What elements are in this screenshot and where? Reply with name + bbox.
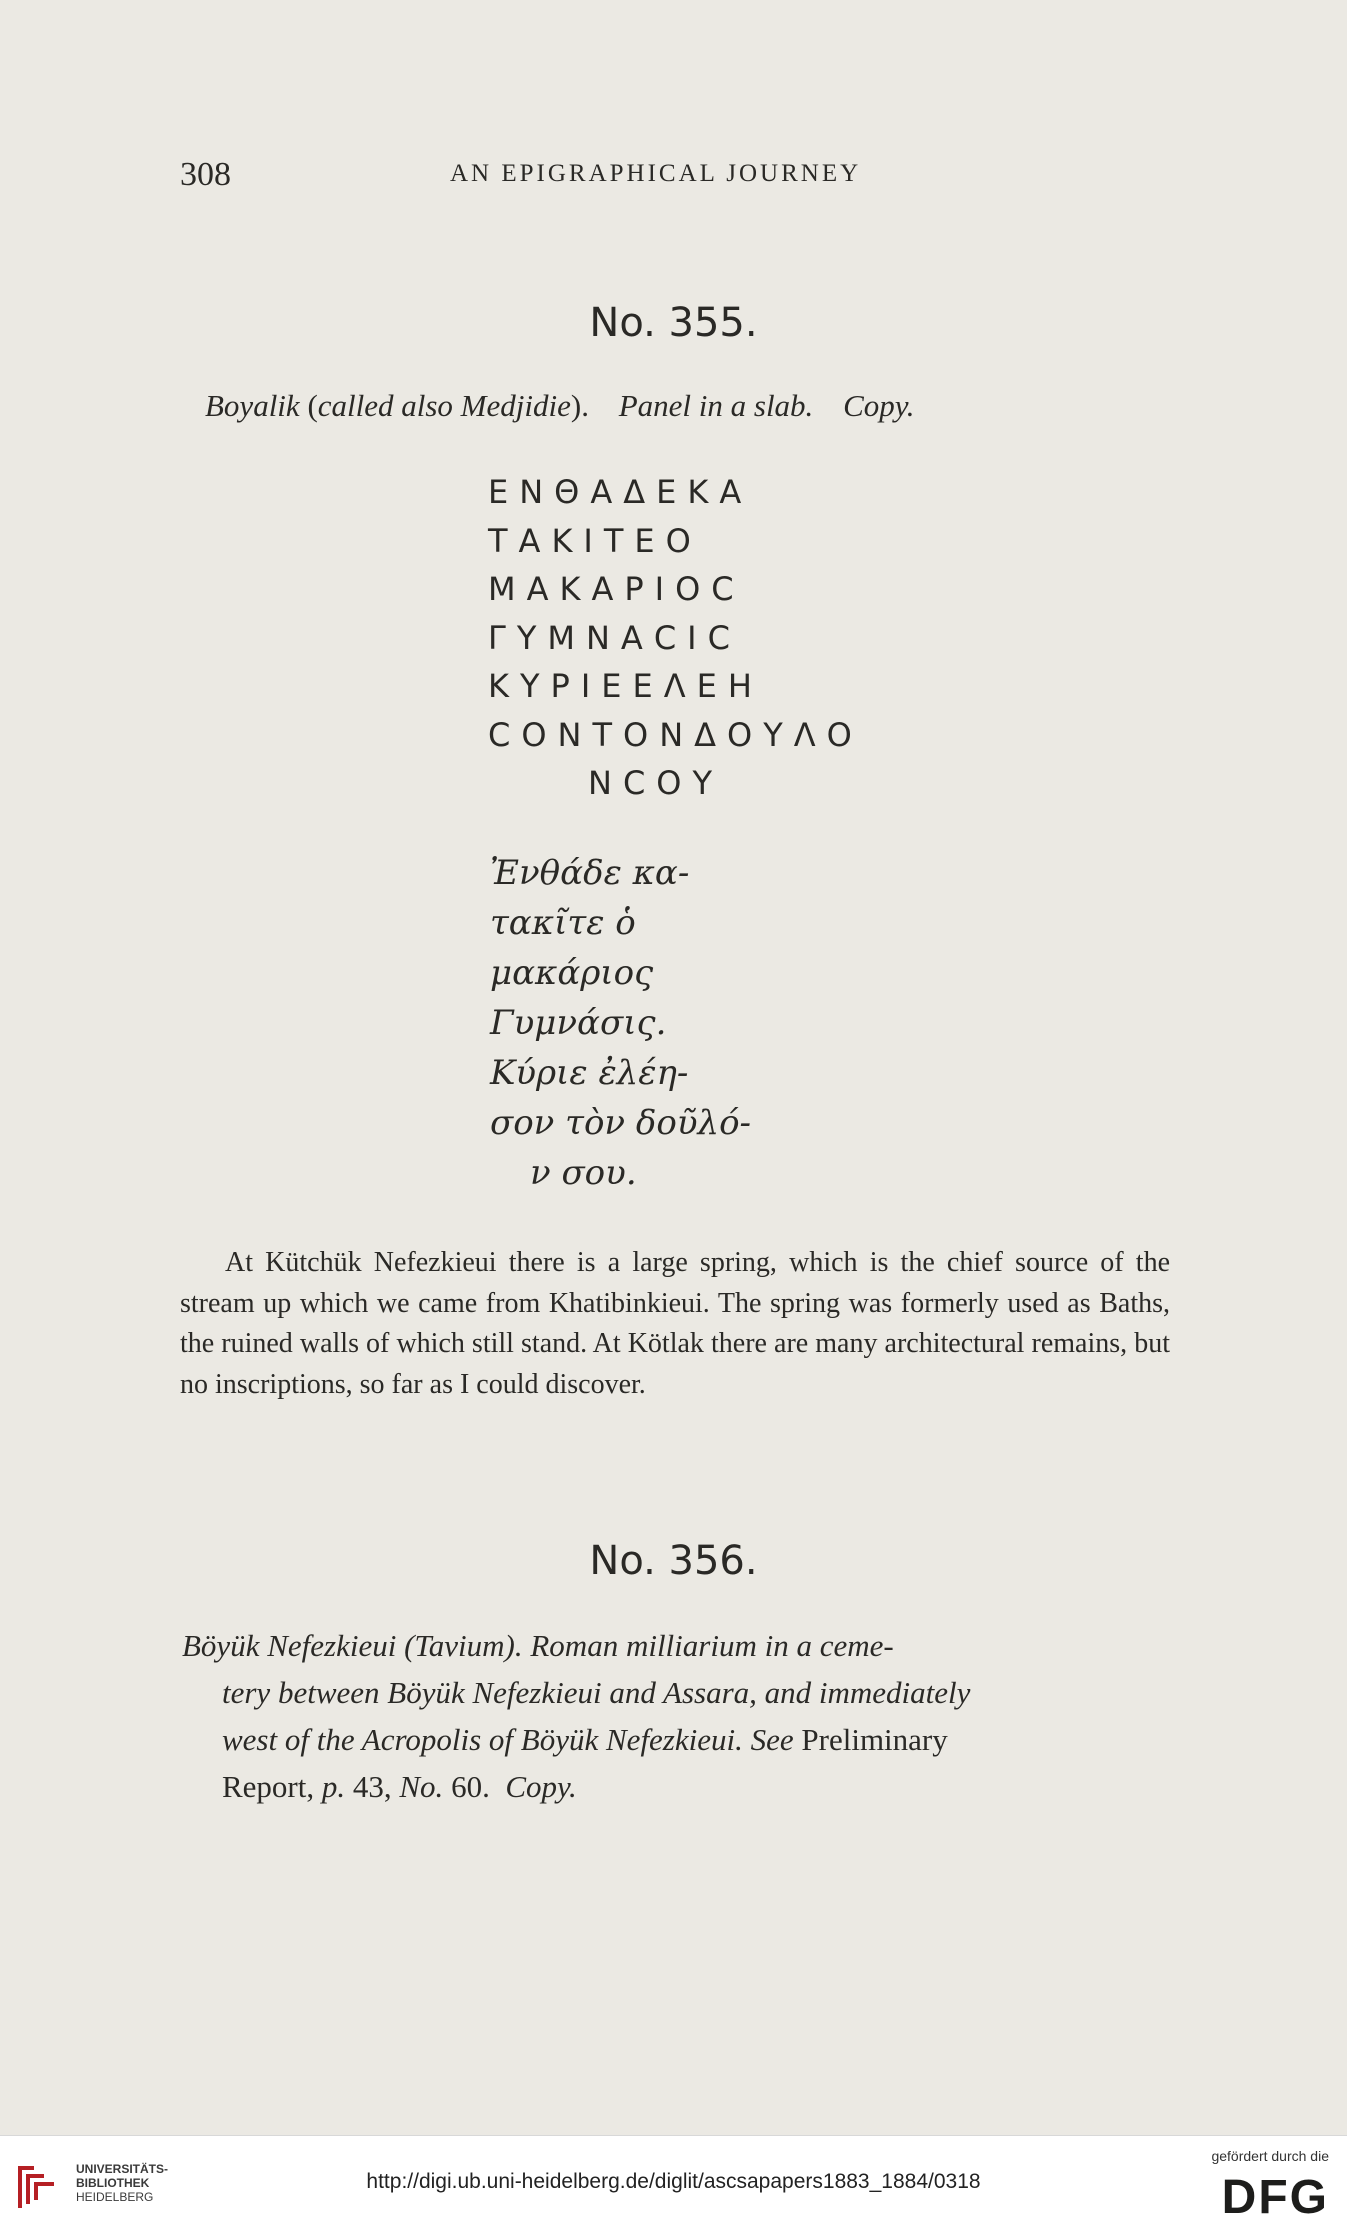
inscription-caption-356 <box>182 1622 1172 1810</box>
greek-line: ν σου. <box>530 1153 637 1193</box>
caption-line: Report, p. 43, No. 60. Copy. <box>222 1769 577 1804</box>
uncial-line: ΜΑΚΑΡΙΟϹ <box>488 570 745 608</box>
greek-line: Ἐνθάδε κα- <box>490 853 690 893</box>
dfg-logo: DFG <box>1221 2171 1329 2224</box>
running-title: AN EPIGRAPHICAL JOURNEY <box>450 160 862 187</box>
library-name: UNIVERSITÄTS- BIBLIOTHEK HEIDELBERG <box>76 2162 169 2204</box>
greek-reading <box>490 848 751 1198</box>
caption-line: tery between Böyük Nefezkieui and Assara, and immediately <box>222 1675 971 1710</box>
greek-line: Κύριε ἐλέη- <box>490 1053 689 1093</box>
uncial-line: ΓΥΜΝΑϹΙϹ <box>488 618 741 657</box>
uncial-transcription <box>488 468 863 808</box>
funding-note: gefördert durch die <box>1211 2148 1329 2164</box>
greek-line: μακάριος <box>490 953 654 993</box>
inscription-number-356: No. 356. <box>589 1538 758 1584</box>
caption-line: west of the Acropolis of Böyük Nefezkieui. See Preliminary <box>222 1722 948 1757</box>
running-head <box>180 156 1185 196</box>
uncial-line: ΚΥΡΙΕΕΛΕΗ <box>488 667 763 705</box>
greek-line: Γυμνάσις. <box>490 1003 667 1043</box>
viewer-footer <box>0 2135 1347 2233</box>
body-paragraph: At Kütchük Nefezkieui there is a large spring, which is the chief source of the stream up which we came from Khatibinkieui. The spring was formerly used as Baths, the ruined walls of which still stand. At Kötlak there are many architectural remains, but no inscriptions, so far as I could discover. <box>180 1247 1170 1400</box>
permalink[interactable]: http://digi.ub.uni-heidelberg.de/diglit/ascsapapers1883_1884/0318 <box>366 2170 981 2193</box>
page-number: 308 <box>180 156 231 193</box>
caption-line: Böyük Nefezkieui (Tavium). Roman milliarium in a ceme- <box>182 1628 894 1663</box>
inscription-caption-355: Boyalik (called also Medjidie). Panel in a slab. Copy. <box>205 388 915 423</box>
uncial-line: ΝϹΟΥ <box>588 764 724 802</box>
inscription-number-355: No. 355. <box>589 300 758 346</box>
uncial-line: ΕΝΘΑΔΕΚΑ <box>488 473 753 511</box>
greek-line: σον τὸν δοῦλό- <box>490 1103 752 1143</box>
uncial-line: ϹΟΝΤΟΝΔΟΥΛΟ <box>488 715 863 754</box>
uncial-line: ΤΑΚΙΤΕΟ <box>488 521 702 560</box>
greek-line: τακῖτε ὁ <box>490 903 636 943</box>
